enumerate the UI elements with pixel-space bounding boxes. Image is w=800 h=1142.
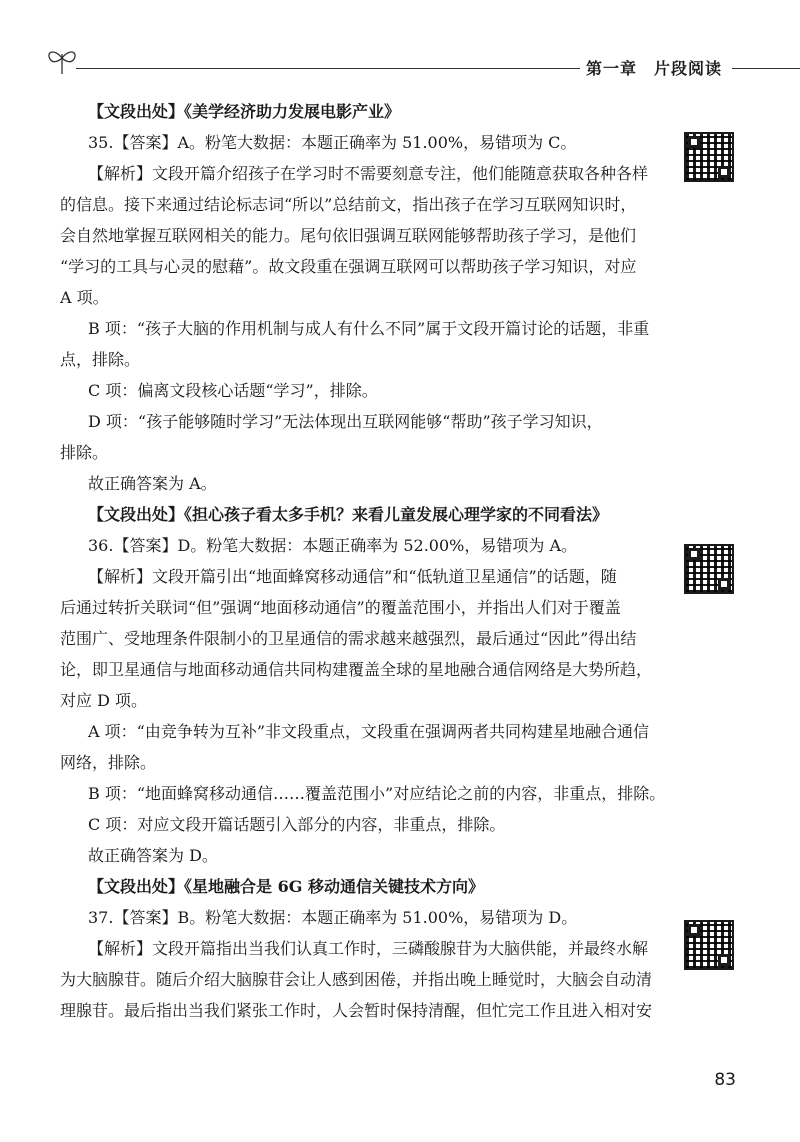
text-line: 【解析】文段开篇介绍孩子在学习时不需要刻意专注，他们能随意获取各种各样 [88, 164, 649, 183]
text-line: 故正确答案为 D。 [88, 846, 218, 865]
qr-code-icon[interactable] [684, 920, 734, 970]
header-rule-right [732, 68, 800, 69]
text-line: 的信息。接下来通过结论标志词“所以”总结前文，指出孩子在学习互联网知识时， [60, 195, 637, 214]
text-line: 【解析】文段开篇指出当我们认真工作时，三磷酸腺苷为大脑供能，并最终水解 [88, 939, 649, 958]
text-line: B 项：“地面蜂窝移动通信……覆盖范围小”对应结论之前的内容，非重点，排除。 [88, 784, 666, 803]
text-line: 36.【答案】D。粉笔大数据：本题正确率为 52.00%，易错项为 A。 [88, 536, 578, 555]
text-line: 对应 D 项。 [60, 691, 148, 710]
text-line: 为大脑腺苷。随后介绍大脑腺苷会让人感到困倦，并指出晚上睡觉时，大脑会自动清 [60, 970, 653, 989]
text-line: 【文段出处】《星地融合是 6G 移动通信关键技术方向》 [88, 877, 484, 896]
page-number: 83 [714, 1070, 736, 1090]
text-line: “学习的工具与心灵的慰藉”。故文段重在强调互联网可以帮助孩子学习知识，对应 [60, 257, 637, 276]
page-header [44, 44, 800, 84]
text-line: 【文段出处】《担心孩子看太多手机？来看儿童发展心理学家的不同看法》 [88, 505, 609, 524]
text-line: 点，排除。 [60, 350, 141, 369]
text-line: 故正确答案为 A。 [88, 474, 217, 493]
text-line: 【解析】文段开篇引出“地面蜂窝移动通信”和“低轨道卫星通信”的话题，随 [88, 567, 617, 586]
leaf-ornament-icon [44, 46, 80, 76]
text-line: B 项：“孩子大脑的作用机制与成人有什么不同”属于文段开篇讨论的话题，非重 [88, 319, 650, 338]
text-line: A 项。 [60, 288, 109, 307]
page-content [60, 96, 668, 1026]
text-line: C 项：偏离文段核心话题“学习”，排除。 [88, 381, 378, 400]
text-line: 理腺苷。最后指出当我们紧张工作时，人会暂时保持清醒，但忙完工作且进入相对安 [60, 1001, 653, 1020]
text-line: A 项：“由竞争转为互补”非文段重点，文段重在强调两者共同构建星地融合通信 [88, 722, 650, 741]
text-line: 会自然地掌握互联网相关的能力。尾句依旧强调互联网能够帮助孩子学习，是他们 [60, 226, 637, 245]
text-line: 37.【答案】B。粉笔大数据：本题正确率为 51.00%，易错项为 D。 [88, 908, 578, 927]
text-line: 35.【答案】A。粉笔大数据：本题正确率为 51.00%，易错项为 C。 [88, 133, 577, 152]
qr-code-icon[interactable] [684, 132, 734, 182]
text-line: 网络，排除。 [60, 753, 157, 772]
chapter-title: 第一章 片段阅读 [585, 59, 722, 78]
text-line: C 项：对应文段开篇话题引入部分的内容，非重点，排除。 [88, 815, 506, 834]
header-rule-left [76, 68, 580, 69]
qr-code-icon[interactable] [684, 544, 734, 594]
text-line: D 项：“孩子能够随时学习”无法体现出互联网能够“帮助”孩子学习知识， [88, 412, 603, 431]
text-line: 范围广、受地理条件限制小的卫星通信的需求越来越强烈，最后通过“因此”得出结 [60, 629, 637, 648]
text-line: 后通过转折关联词“但”强调“地面移动通信”的覆盖范围小，并指出人们对于覆盖 [60, 598, 621, 617]
text-line: 排除。 [60, 443, 109, 462]
text-line: 论，即卫星通信与地面移动通信共同构建覆盖全球的星地融合通信网络是大势所趋， [60, 660, 653, 679]
text-line: 【文段出处】《美学经济助力发展电影产业》 [88, 102, 401, 121]
